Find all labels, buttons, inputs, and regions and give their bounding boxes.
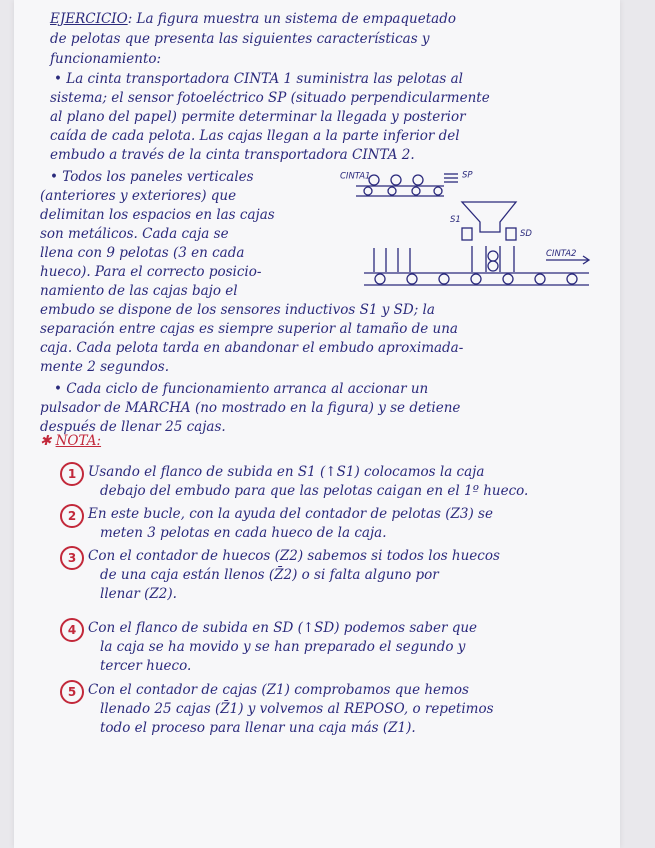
p2-line-3: delimitan los espacios en las cajas — [40, 207, 275, 223]
p2-line-1: • Todos los paneles verticales — [50, 169, 254, 185]
p2-full-line-1: embudo se dispone de los sensores inductivos S1 y SD; la — [40, 302, 435, 318]
p2-line-2: (anteriores y exteriores) que — [40, 188, 237, 204]
note-5-line-1: Con el contador de cajas (Z1) comprobamos que hemos — [88, 682, 469, 698]
p1-line-1: • La cinta transportadora CINTA 1 suministra las pelotas al — [54, 71, 463, 87]
p2-full-line-2: separación entre cajas es siempre superior al tamaño de una — [40, 321, 458, 337]
p2-line-7: namiento de las cajas bajo el — [40, 283, 238, 299]
note-number-5: 5 — [60, 680, 84, 704]
note-1-line-1: Usando el flanco de subida en S1 (↑S1) colocamos la caja — [88, 464, 485, 480]
cinta1-roller — [434, 187, 442, 195]
cinta1-roller — [412, 187, 420, 195]
label-cinta2: CINTA2 — [546, 249, 577, 259]
p1-line-4: caída de cada pelota. Las cajas llegan a la parte inferior del — [50, 128, 460, 144]
note-number-3: 3 — [60, 546, 84, 570]
cinta2-roller — [503, 274, 513, 284]
cinta2-roller — [535, 274, 545, 284]
p3-line-2: pulsador de MARCHA (no mostrado en la figura) y se detiene — [40, 400, 461, 416]
asterisk-icon: ✱ — [40, 433, 56, 449]
note-1-line-2: debajo del embudo para que las pelotas caigan en el 1º hueco. — [100, 483, 529, 499]
cinta2-roller — [439, 274, 449, 284]
cinta1-roller — [388, 187, 396, 195]
note-5-line-3: todo el proceso para llenar una caja más (Z1). — [100, 720, 416, 736]
note-2-line-1: En este bucle, con la ayuda del contador de pelotas (Z3) se — [88, 506, 493, 522]
note-4-line-1: Con el flanco de subida en SD (↑SD) podemos saber que — [88, 620, 478, 636]
handwritten-page — [14, 0, 620, 848]
p3-line-1: • Cada ciclo de funcionamiento arranca al accionar un — [54, 381, 429, 397]
label-sp: SP — [462, 170, 473, 181]
cinta2-roller — [471, 274, 481, 284]
note-3-line-3: llenar (Z2). — [100, 586, 177, 602]
intro-line-1: EJERCICIO: La figura muestra un sistema de empaquetado — [50, 11, 456, 27]
ball — [413, 175, 423, 185]
note-4-line-3: tercer hueco. — [100, 658, 192, 674]
ball — [391, 175, 401, 185]
intro-line-3: funcionamiento: — [50, 51, 162, 67]
note-2-line-2: meten 3 pelotas en cada hueco de la caja. — [100, 525, 387, 541]
cinta2-roller — [407, 274, 417, 284]
p3-line-3: después de llenar 25 cajas. — [40, 419, 226, 435]
p1-line-5: embudo a través de la cinta transportadora CINTA 2. — [50, 147, 415, 163]
box-walls-right — [472, 246, 514, 272]
ball-in-box — [488, 261, 498, 271]
p2-line-5: llena con 9 pelotas (3 en cada — [40, 245, 245, 261]
ball-in-box — [488, 251, 498, 261]
sd-sensor — [506, 228, 516, 240]
p1-line-3: al plano del papel) permite determinar la llegada y posterior — [50, 109, 466, 125]
note-3-line-1: Con el contador de huecos (Z2) sabemos si todos los huecos — [88, 548, 500, 564]
note-5-line-2: llenado 25 cajas (Z̄1) y volvemos al REPOSO, o repetimos — [100, 701, 494, 717]
note-number-1: 1 — [60, 462, 84, 486]
label-sd: SD — [520, 229, 532, 239]
p2-full-line-3: caja. Cada pelota tarda en abandonar el embudo aproximada- — [40, 340, 464, 356]
p2-line-6: hueco). Para el correcto posicio- — [40, 264, 262, 280]
p2-full-line-4: mente 2 segundos. — [40, 359, 170, 375]
note-3-line-2: de una caja están llenos (Z̄2) o si falta alguno por — [100, 567, 439, 583]
p1-line-2: sistema; el sensor fotoeléctrico SP (situado perpendicularmente — [50, 90, 490, 106]
intro-line-2: de pelotas que presenta las siguientes características y — [50, 31, 430, 47]
cinta2-roller — [567, 274, 577, 284]
nota-title: ✱ NOTA: — [40, 433, 102, 449]
ball — [369, 175, 379, 185]
cinta2-roller — [375, 274, 385, 284]
cinta1-roller — [364, 187, 372, 195]
packaging-system-diagram — [334, 170, 624, 295]
p2-line-4: son metálicos. Cada caja se — [40, 226, 229, 242]
note-4-line-2: la caja se ha movido y se han preparado el segundo y — [100, 639, 466, 655]
s1-sensor — [462, 228, 472, 240]
box-walls-left — [374, 248, 410, 272]
exercise-heading: EJERCICIO — [50, 11, 128, 27]
note-number-4: 4 — [60, 618, 84, 642]
note-number-2: 2 — [60, 504, 84, 528]
label-s1: S1 — [450, 215, 461, 225]
label-cinta1: CINTA1 — [340, 171, 371, 182]
